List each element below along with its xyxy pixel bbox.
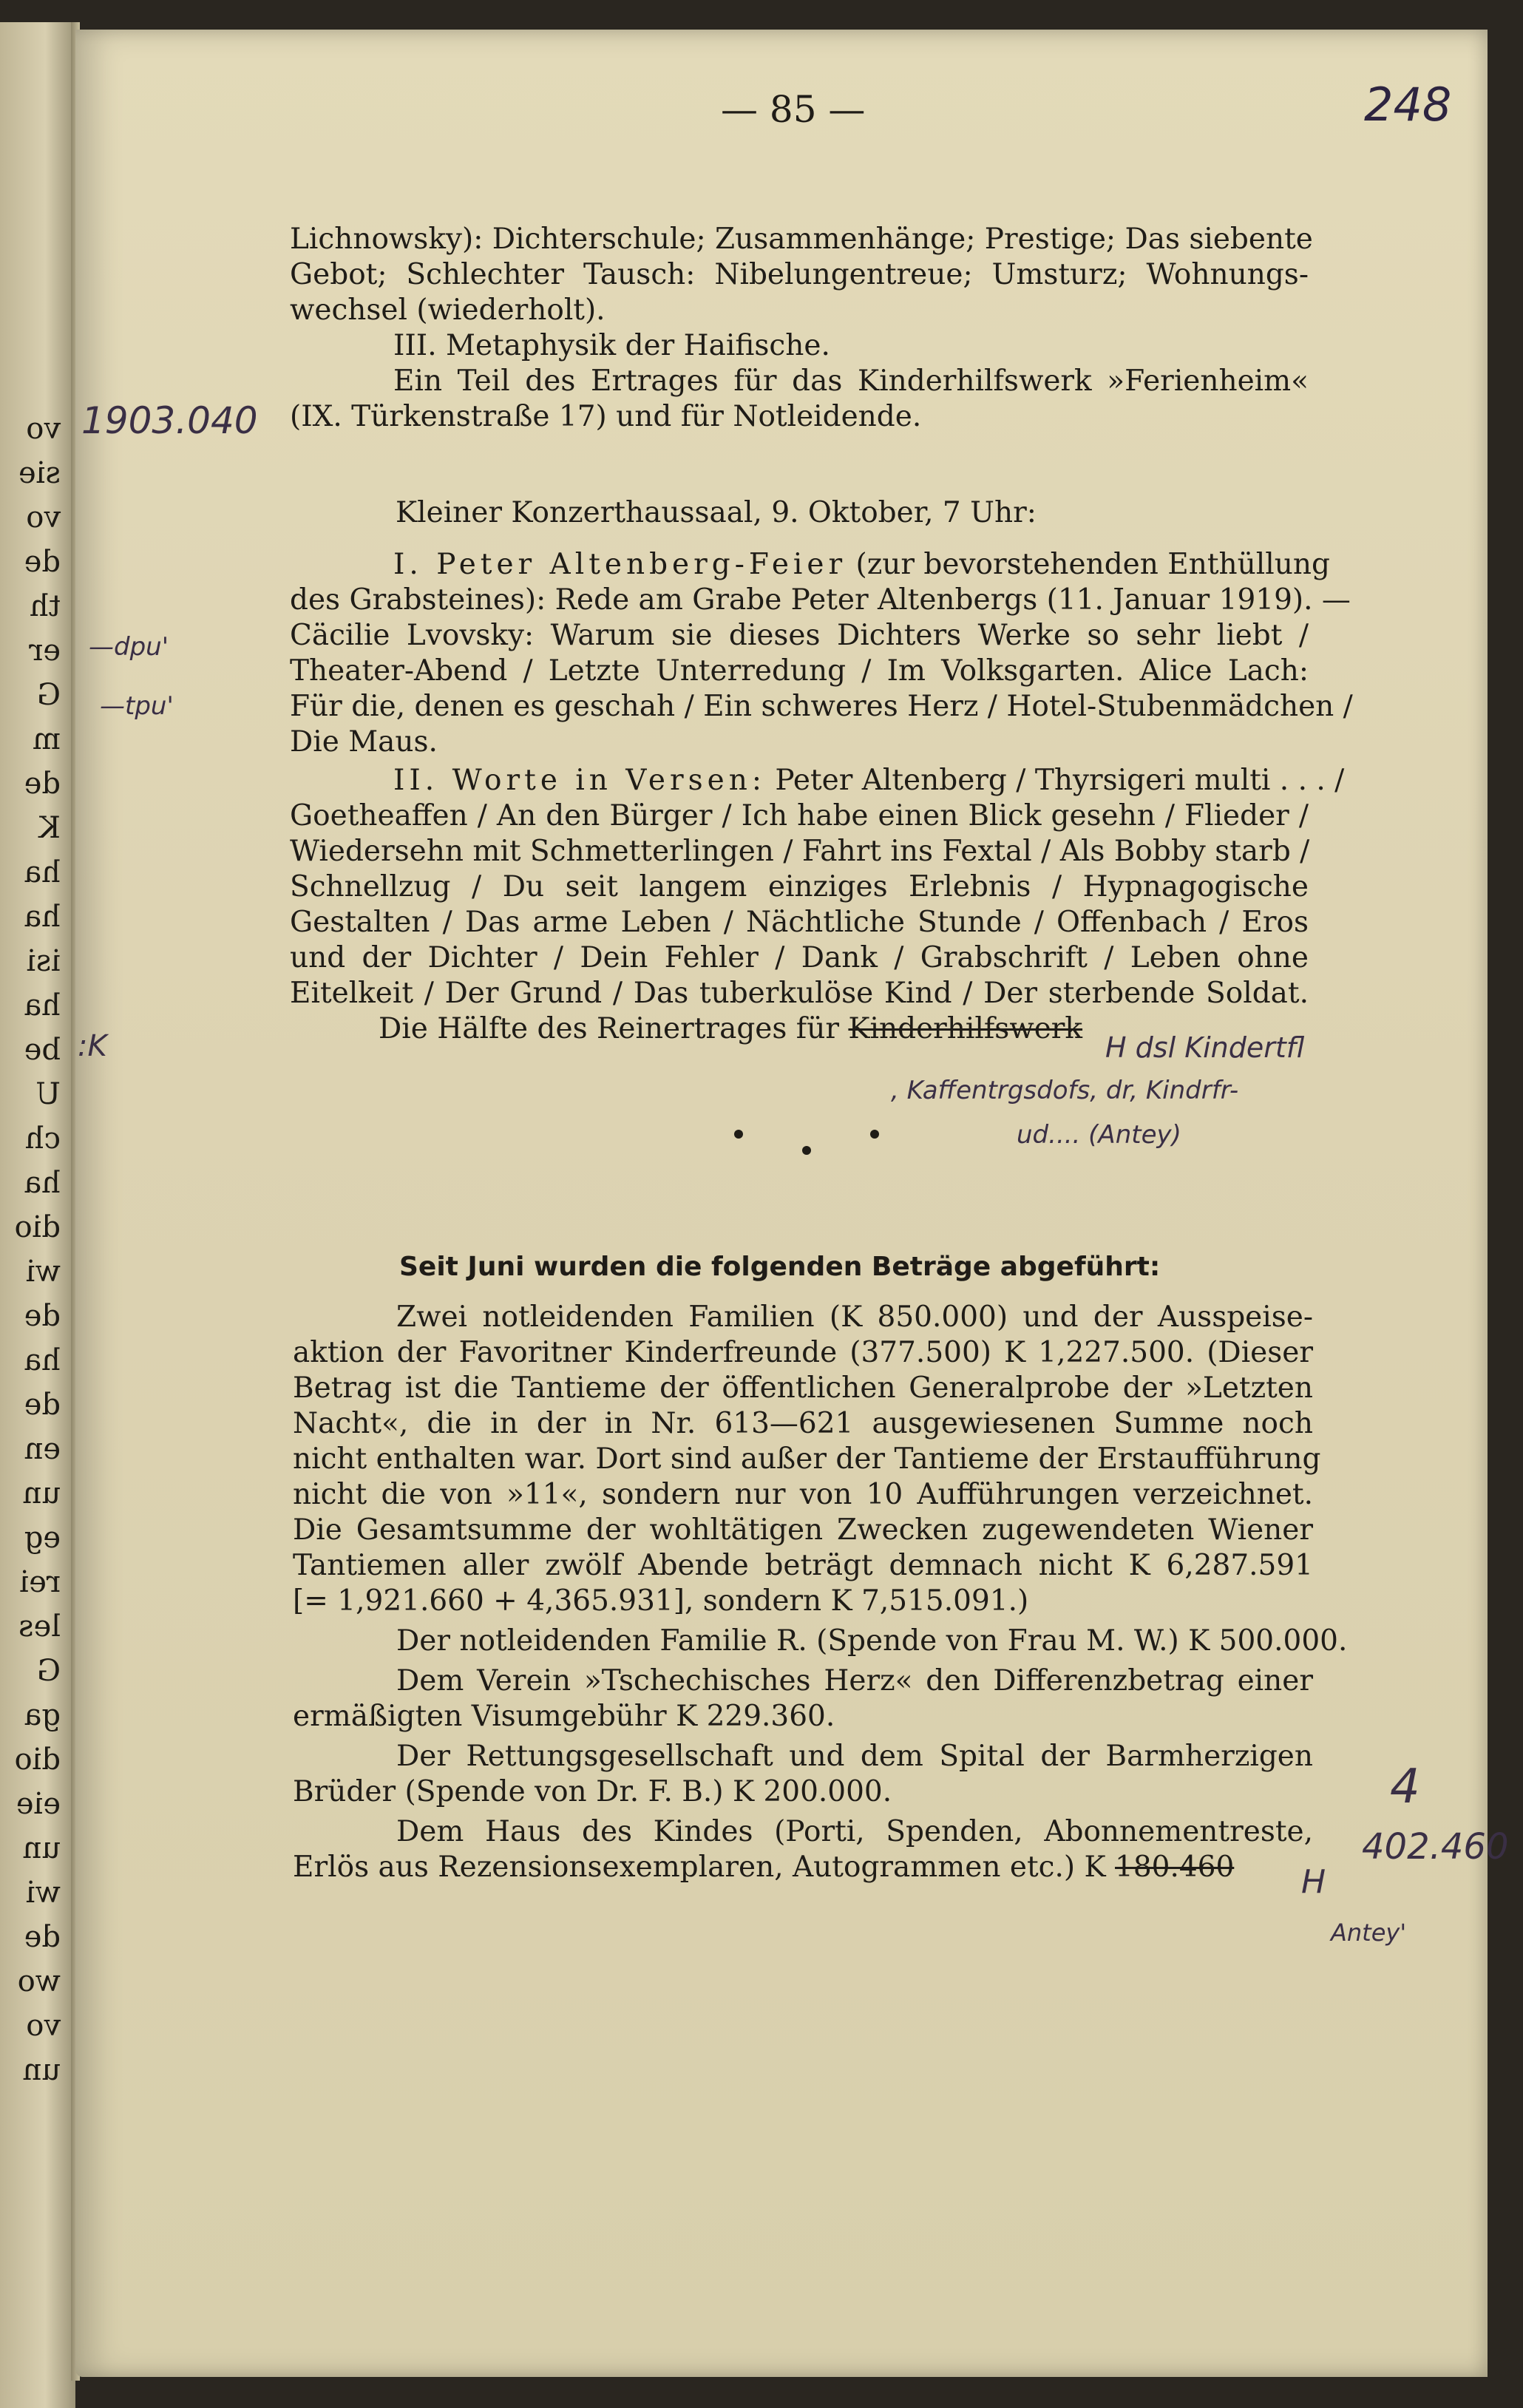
part1-first-line bbox=[290, 547, 1330, 583]
facing-page-fragment: vo bbox=[26, 501, 61, 535]
para4-line: Der Rettungsgesellschaft und dem Spital der Barmherzigen bbox=[396, 1740, 1313, 1773]
part1-line: (zur bevorstehenden Enthüllung bbox=[855, 548, 1330, 581]
proceeds-struck: Kinderhilfswerk bbox=[848, 1012, 1083, 1045]
para1-line: aktion der Favoritner Kinderfreunde (377.500) K 1,227.500. (Dieser bbox=[293, 1336, 1313, 1369]
para3-line: ermäßigten Visumgebühr K 229.360. bbox=[293, 1700, 835, 1733]
para2-line: Der notleidenden Familie R. (Spende von Frau M. W.) K 500.000. bbox=[396, 1624, 1348, 1658]
margin-handwritten-number: 1903.040 bbox=[81, 399, 258, 442]
facing-page-fragment: de bbox=[24, 545, 61, 579]
para1-line: nicht die von »11«, sondern nur von 10 Aufführungen verzeichnet. bbox=[293, 1478, 1313, 1511]
facing-page-fragment: eg bbox=[24, 1521, 61, 1555]
block1-text bbox=[290, 222, 1313, 435]
amount-handwritten-digit: 4 bbox=[1390, 1760, 1420, 1814]
part2-line: Gestalten / Das arme Leben / Nächtliche Stunde / Offenbach / Eros bbox=[290, 906, 1309, 939]
facing-page-fragment: dio bbox=[14, 1210, 61, 1244]
para1-line: Die Gesamtsumme der wohltätigen Zwecken zugewendeten Wiener bbox=[293, 1513, 1313, 1547]
facing-page-fragment: ga bbox=[24, 1698, 61, 1732]
archive-number: 248 bbox=[1364, 78, 1452, 132]
facing-page-fragment: ha bbox=[24, 1343, 61, 1377]
part1-line: des Grabsteines): Rede am Grabe Peter Altenbergs (11. Januar 1919). — bbox=[290, 583, 1351, 617]
facing-page-fragment: m bbox=[33, 722, 61, 756]
concert-program bbox=[290, 547, 1353, 1047]
amount-handwritten-note: Antey' bbox=[1331, 1919, 1407, 1947]
para1-line: nicht enthalten war. Dort sind außer der Tantieme der Erstaufführung bbox=[293, 1442, 1321, 1476]
facing-page-fragment: de bbox=[24, 1299, 61, 1333]
part1-line: Cäcilie Lvovsky: Warum sie dieses Dichters Werke so sehr liebt / bbox=[290, 619, 1309, 652]
part2-line: Goetheaffen / An den Bürger / Ich habe einen Blick gesehn / Flieder / bbox=[290, 799, 1309, 832]
facing-page-fragment: be bbox=[24, 1033, 61, 1067]
facing-page-fragment: en bbox=[24, 1432, 61, 1466]
facing-page-fragment: wi bbox=[25, 1876, 61, 1910]
facing-page-fragment: un bbox=[22, 2053, 61, 2087]
para1-line: Nacht«, die in der in Nr. 613—621 ausgewiesenen Summe noch bbox=[293, 1407, 1313, 1440]
amount-handwritten-figure: 402.460 bbox=[1362, 1826, 1509, 1868]
facing-page-fragment: un bbox=[22, 1476, 61, 1510]
part2-line: Peter Altenberg / Thyrsigeri multi . . . / bbox=[775, 764, 1345, 797]
part2-line: und der Dichter / Dein Fehler / Dank / Grabschrift / Leben ohne bbox=[290, 941, 1309, 974]
facing-page-fragment: vo bbox=[26, 412, 61, 446]
text-line: Ein Teil des Ertrages für das Kinderhilfswerk »Ferienheim« bbox=[393, 364, 1309, 398]
facing-page-fragment: ha bbox=[24, 988, 61, 1022]
facing-page-fragment: th bbox=[30, 589, 61, 623]
text-line: wechsel (wiederholt). bbox=[290, 294, 606, 327]
facing-page-fragment: ch bbox=[24, 1122, 61, 1156]
amount-handwritten-mark: H bbox=[1301, 1863, 1326, 1901]
facing-page-fragment: K bbox=[38, 811, 61, 845]
facing-page-fragment: G bbox=[37, 1654, 61, 1688]
facing-page-fragment: ha bbox=[24, 1166, 61, 1200]
para5-line: Dem Haus des Kindes (Porti, Spenden, Abonnementreste, bbox=[396, 1815, 1313, 1848]
text-line: Lichnowsky): Dichterschule; Zusammenhänge; Prestige; Das siebente bbox=[290, 223, 1313, 256]
part1-line: Theater-Abend / Letzte Unterredung / Im Volksgarten. Alice Lach: bbox=[290, 654, 1309, 688]
para1-line: [= 1,921.660 + 4,365.931], sondern K 7,515.091.) bbox=[293, 1584, 1029, 1618]
facing-page-fragment: U bbox=[35, 1077, 61, 1111]
page-number: — 85 — bbox=[721, 88, 866, 131]
section-iii: III. Metaphysik der Haifische. bbox=[393, 329, 830, 362]
part2-line: Schnellzug / Du seit langem einziges Erlebnis / Hypnagogische bbox=[290, 870, 1309, 903]
proceeds-handwritten-note: ud.... (Antey) bbox=[1017, 1120, 1181, 1150]
proceeds-prefix: Die Hälfte des Reinertrages für bbox=[379, 1012, 839, 1045]
para5-line: Erlös aus Rezensionsexemplaren, Autogrammen etc.) K bbox=[293, 1851, 1106, 1884]
facing-page-fragment: vo bbox=[26, 2009, 61, 2043]
para3-line: Dem Verein »Tschechisches Herz« den Differenzbetrag einer bbox=[396, 1664, 1313, 1698]
facing-page-fragment: dio bbox=[14, 1743, 61, 1777]
facing-page-fragment: er bbox=[29, 634, 61, 668]
facing-page-fragment: ha bbox=[24, 900, 61, 934]
para1-line: Zwei notleidenden Familien (K 850.000) und der Ausspeise- bbox=[396, 1300, 1313, 1334]
part1-label: I. Peter Altenberg-Feier bbox=[393, 548, 847, 581]
para4-line: Brüder (Spende von Dr. F. B.) K 200.000. bbox=[293, 1775, 892, 1808]
proceeds-handwritten-note: H dsl Kindertfl bbox=[1105, 1031, 1305, 1064]
facing-page-fragment: un bbox=[22, 1831, 61, 1865]
facing-page-fragment: wi bbox=[25, 1255, 61, 1289]
margin-handwritten-note: —tpu' bbox=[100, 691, 174, 721]
facing-page-fragment: eie bbox=[16, 1787, 61, 1821]
concert-heading: Kleiner Konzerthaussaal, 9. Oktober, 7 Uhr: bbox=[396, 496, 1037, 529]
facing-page-fragment: de bbox=[24, 1920, 61, 1954]
part2-first-line bbox=[290, 763, 1345, 798]
facing-page-text-fragments bbox=[1, 407, 61, 2092]
facing-page-fragment: rei bbox=[19, 1565, 61, 1599]
facing-page-fragment: de bbox=[24, 1388, 61, 1422]
part2-line: Wiedersehn mit Schmetterlingen / Fahrt ins Fextal / Als Bobby starb / bbox=[290, 835, 1310, 868]
text-line: Gebot; Schlechter Tausch: Nibelungentreue; Umsturz; Wohnungs- bbox=[290, 258, 1309, 291]
proceeds-handwritten-note: , Kaffentrgsdofs, dr, Kindrfr- bbox=[891, 1076, 1239, 1105]
para5-struck-amount: 180.460 bbox=[1115, 1851, 1235, 1884]
part2-label: II. Worte in Versen: bbox=[393, 764, 766, 797]
para5-last-line bbox=[293, 1850, 1313, 1885]
facing-page-edge bbox=[0, 22, 75, 2408]
margin-handwritten-note: —dpu' bbox=[89, 632, 169, 662]
para1-line: Betrag ist die Tantieme der öffentlichen Generalprobe der »Letzten bbox=[293, 1371, 1313, 1405]
donations-text bbox=[293, 1300, 1348, 1885]
text-line: (IX. Türkenstraße 17) und für Notleidende. bbox=[290, 400, 922, 433]
facing-page-fragment: G bbox=[37, 678, 61, 712]
part2-line: Eitelkeit / Der Grund / Das tuberkulöse Kind / Der sterbende Soldat. bbox=[290, 977, 1309, 1010]
facing-page-fragment: sie bbox=[18, 456, 61, 490]
facing-page-fragment: de bbox=[24, 767, 61, 801]
facing-page-fragment: wo bbox=[17, 1964, 61, 1998]
part1-line: Die Maus. bbox=[290, 725, 438, 759]
margin-handwritten-mark: :K bbox=[78, 1029, 107, 1063]
para1-line: Tantiemen aller zwölf Abende beträgt demnach nicht K 6,287.591 bbox=[293, 1549, 1313, 1582]
facing-page-fragment: isi bbox=[26, 944, 61, 978]
facing-page-fragment: les bbox=[18, 1610, 61, 1644]
facing-page-fragment: ha bbox=[24, 855, 61, 889]
part1-line: Für die, denen es geschah / Ein schweres Herz / Hotel-Stubenmädchen / bbox=[290, 690, 1353, 723]
donations-heading: Seit Juni wurden die folgenden Beträge abgeführt: bbox=[399, 1252, 1161, 1282]
